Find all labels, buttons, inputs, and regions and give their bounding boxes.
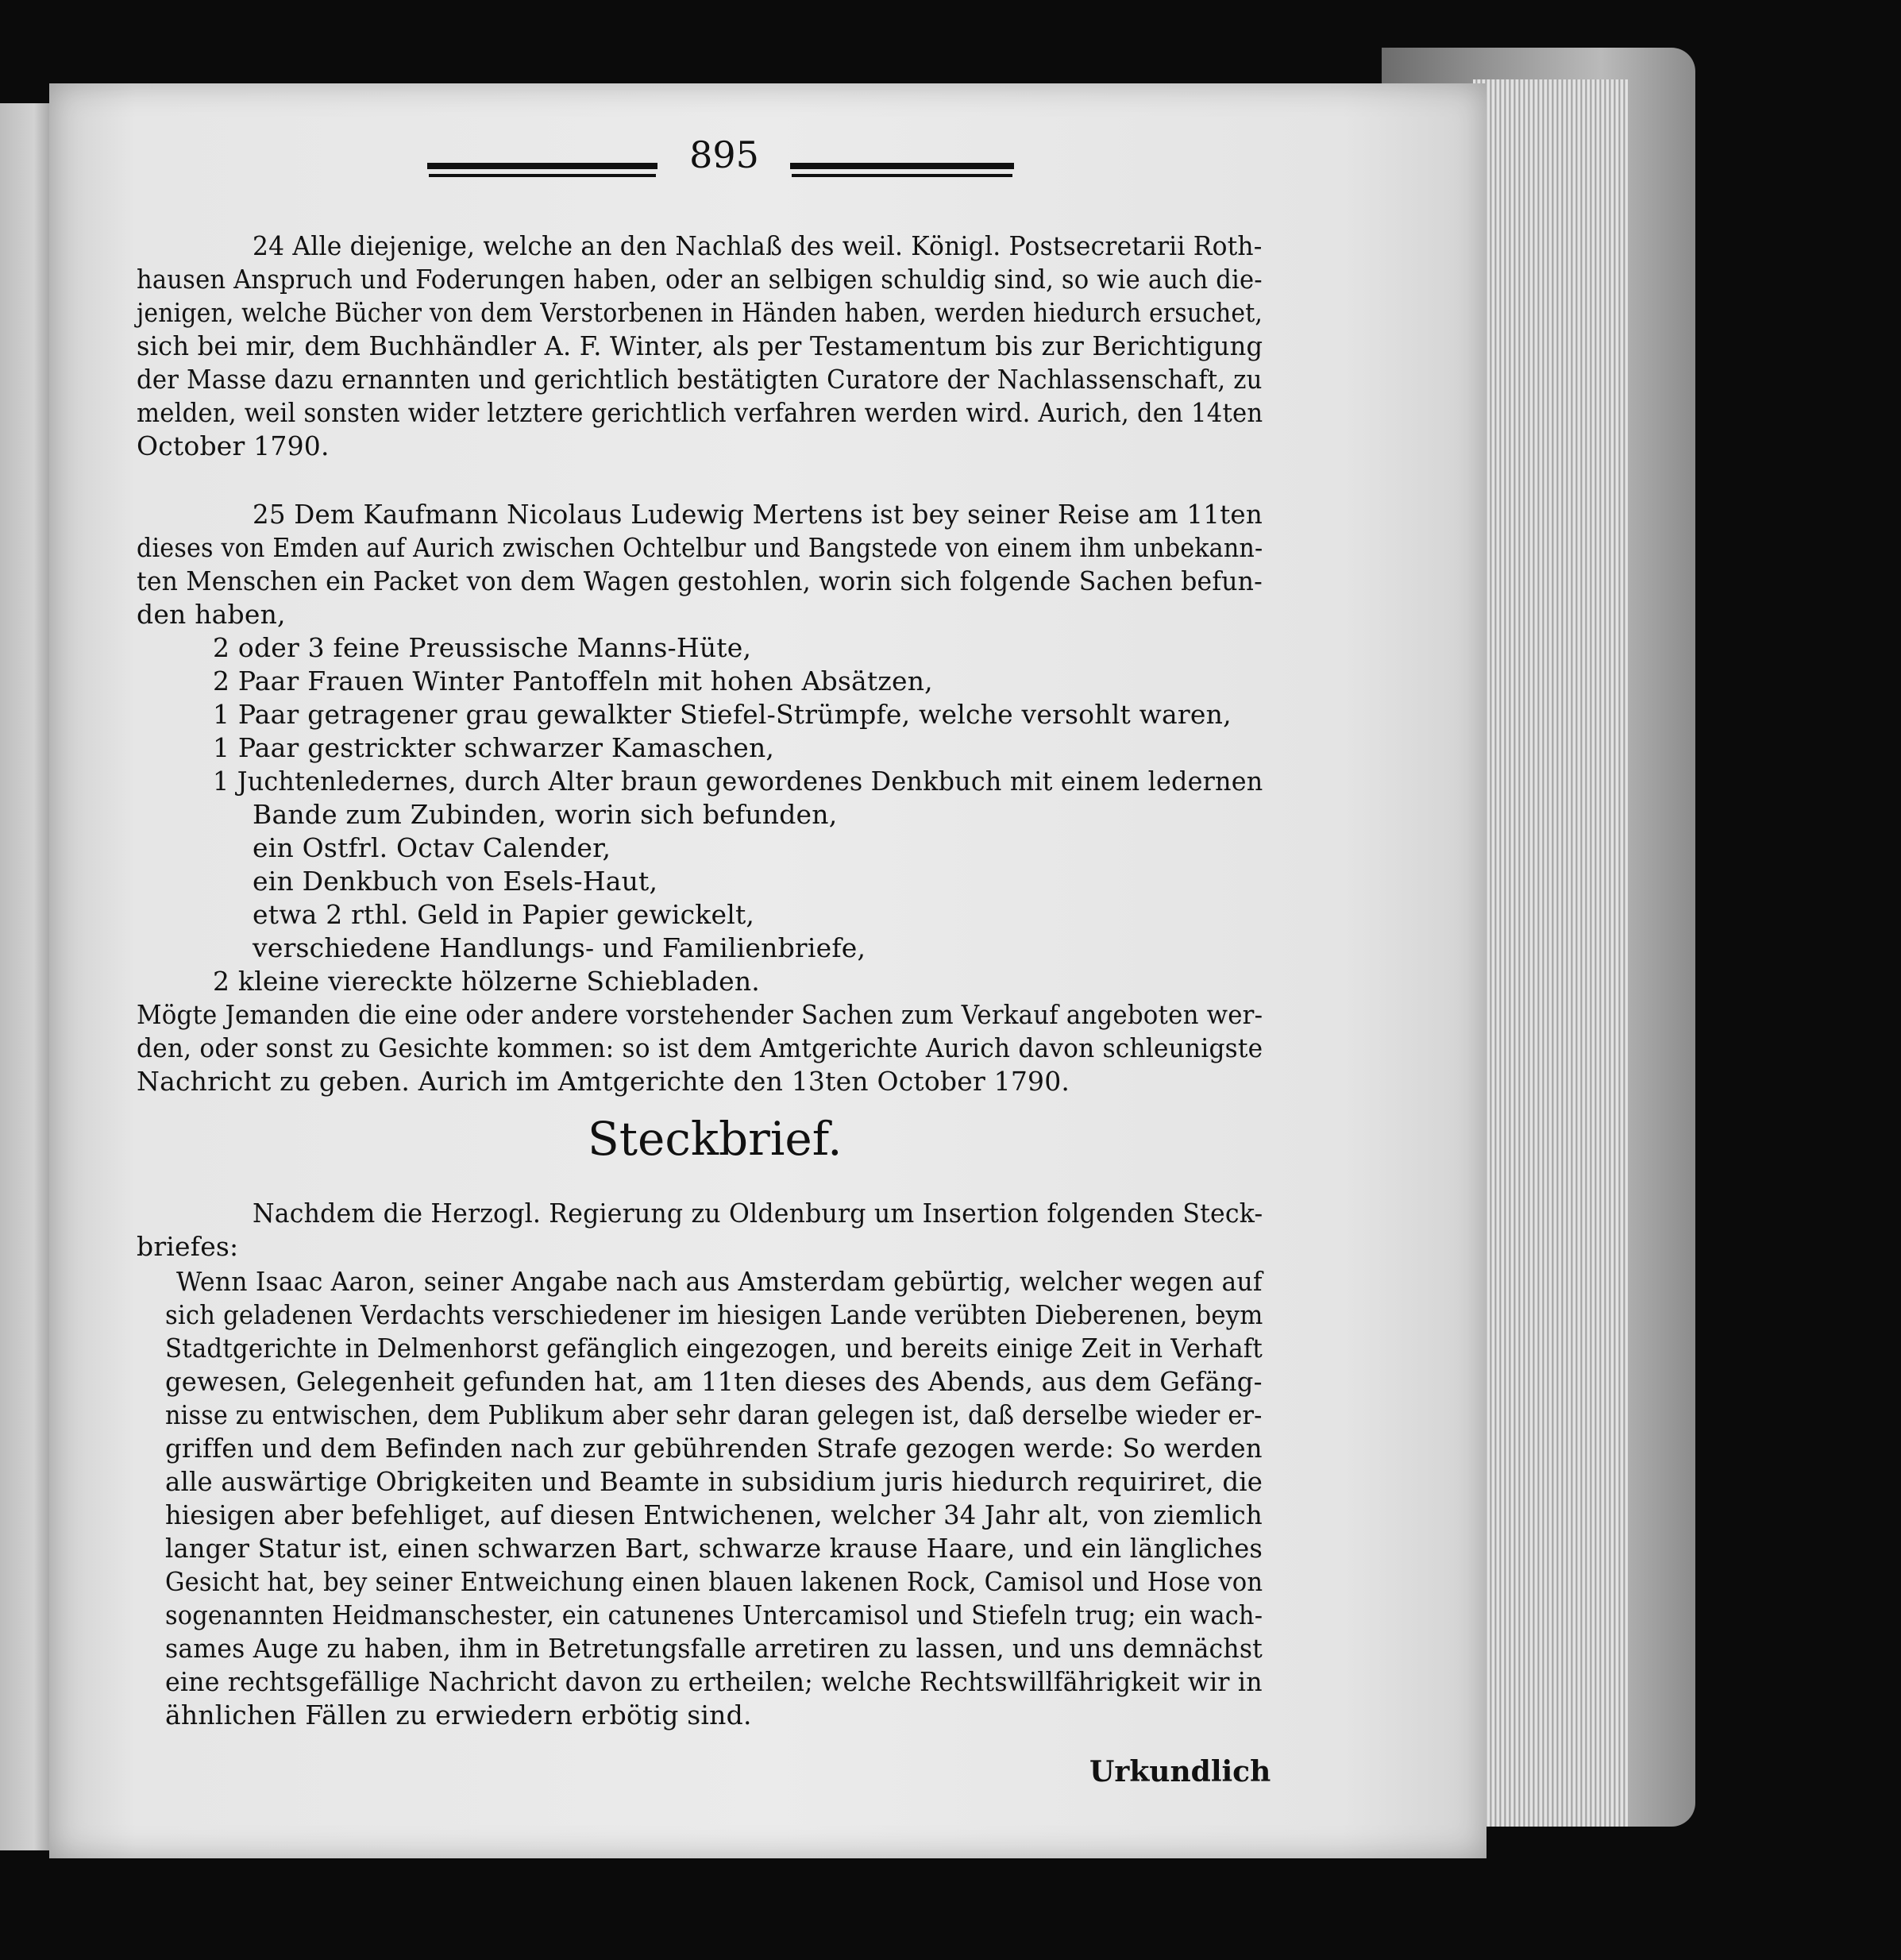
list-item: 2 Paar Frauen Winter Pantoffeln mit hohen Absätzen, [213, 666, 933, 696]
list-item: 2 kleine viereckte hölzerne Schiebladen. [213, 966, 760, 997]
sub-item: verschiedene Handlungs- und Familienbriefe, [253, 932, 866, 963]
list-item: Bande zum Zubinden, worin sich befunden, [253, 799, 838, 830]
text-line: sich bei mir, dem Buchhändler A. F. Winter, als per Testamentum bis zur Berichtigung [137, 330, 1263, 361]
page-number: 895 [689, 133, 759, 176]
text-line: 25 Dem Kaufmann Nicolaus Ludewig Mertens ist bey seiner Reise am 11ten [253, 499, 1263, 530]
text-line: jenigen, welche Bücher von dem Verstorbenen in Händen haben, werden hiedurch ersuchet, [137, 297, 1263, 328]
text-line: sames Auge zu haben, ihm in Betretungsfalle arretiren zu lassen, und uns demnächst [165, 1633, 1263, 1664]
text-line: ten Menschen ein Packet von dem Wagen gestohlen, worin sich folgende Sachen befun- [137, 565, 1263, 596]
text-line: alle auswärtige Obrigkeiten und Beamte in subsidium juris hiedurch requiriret, die [165, 1466, 1263, 1497]
text-line: sogenannten Heidmanschester, ein catunenes Untercamisol und Stiefeln trug; ein wach- [165, 1599, 1263, 1630]
text-line: den haben, [137, 599, 286, 630]
text-line: Nachdem die Herzogl. Regierung zu Oldenburg um Insertion folgenden Steck- [253, 1198, 1263, 1229]
text-line: den, oder sonst zu Gesichte kommen: so ist dem Amtgerichte Aurich davon schleunigste [137, 1032, 1263, 1063]
page-edges [1473, 79, 1628, 1827]
list-item: 1 Paar gestrickter schwarzer Kamaschen, [213, 732, 775, 763]
text-line: nisse zu entwischen, dem Publikum aber sehr daran gelegen ist, daß derselbe wieder er- [165, 1399, 1263, 1430]
sub-item: ein Ostfrl. Octav Calender, [253, 832, 611, 863]
sub-item: ein Denkbuch von Esels-Haut, [253, 866, 658, 897]
text-line: der Masse dazu ernannten und gerichtlich bestätigten Curatore der Nachlassenschaft, zu [137, 364, 1263, 395]
text-line: sich geladenen Verdachts verschiedener im hiesigen Lande verübten Dieberenen, beym [165, 1299, 1263, 1330]
text-line: hausen Anspruch und Foderungen haben, oder an selbigen schuldig sind, so wie auch die- [137, 264, 1263, 295]
text-line: hiesigen aber befehliget, auf diesen Entwichenen, welcher 34 Jahr alt, von ziemlich [165, 1499, 1263, 1530]
header-rule-left [427, 163, 657, 169]
list-item: 1 Juchtenledernes, durch Alter braun gewordenes Denkbuch mit einem ledernen [213, 766, 1263, 797]
text-line: ähnlichen Fällen zu erwiedern erbötig sind. [165, 1700, 752, 1730]
text-line: October 1790. [137, 430, 330, 461]
text-line: Stadtgerichte in Delmenhorst gefänglich eingezogen, und bereits einige Zeit in Verhaft [165, 1333, 1263, 1364]
text-line: 24 Alle diejenige, welche an den Nachlaß des weil. Königl. Postsecretarii Roth- [253, 230, 1263, 261]
text-line: Wenn Isaac Aaron, seiner Angabe nach aus Amsterdam gebürtig, welcher wegen auf [176, 1266, 1263, 1297]
text-line: gewesen, Gelegenheit gefunden hat, am 11ten dieses des Abends, aus dem Gefäng- [165, 1366, 1263, 1397]
text-line: griffen und dem Befinden nach zur gebührenden Strafe gezogen werde: So werden [165, 1433, 1263, 1464]
text-line: melden, weil sonsten wider letztere gerichtlich verfahren werden wird. Aurich, den 14ten [137, 397, 1263, 428]
section-heading: Steckbrief. [588, 1112, 843, 1166]
text-line: langer Statur ist, einen schwarzen Bart, schwarze krause Haare, und ein längliches [165, 1533, 1263, 1564]
text-line: eine rechtsgefällige Nachricht davon zu ertheilen; welche Rechtswillfährigkeit wir in [165, 1666, 1263, 1697]
text-line: briefes: [137, 1231, 239, 1262]
text-line: Mögte Jemanden die eine oder andere vorstehender Sachen zum Verkauf angeboten wer- [137, 999, 1263, 1030]
text-line: dieses von Emden auf Aurich zwischen Ochtelbur und Bangstede von einem ihm unbekann- [137, 532, 1263, 563]
header-rule-right [790, 163, 1014, 169]
list-item: 2 oder 3 feine Preussische Manns-Hüte, [213, 632, 752, 663]
text-line: Gesicht hat, bey seiner Entweichung einen blauen lakenen Rock, Camisol und Hose von [165, 1566, 1263, 1597]
text-line: Nachricht zu geben. Aurich im Amtgerichte den 13ten October 1790. [137, 1066, 1070, 1097]
sub-item: etwa 2 rthl. Geld in Papier gewickelt, [253, 899, 755, 930]
list-item: 1 Paar getragener grau gewalkter Stiefel-Strümpfe, welche versohlt waren, [213, 699, 1232, 730]
catchword: Urkundlich [1089, 1755, 1271, 1788]
